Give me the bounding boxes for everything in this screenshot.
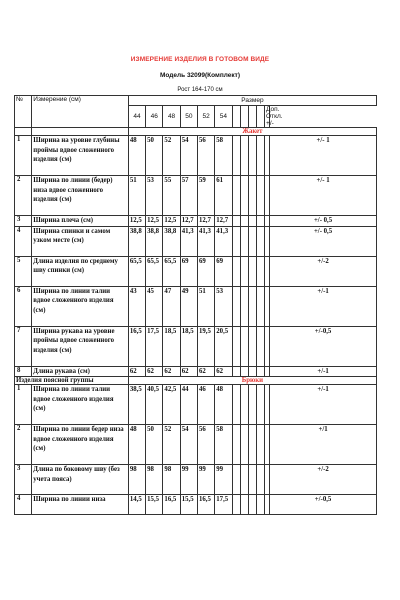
size-value: 58 [215, 425, 232, 465]
size-value: 54 [180, 425, 197, 465]
blank-cell [232, 216, 240, 227]
row-number: 2 [15, 176, 32, 216]
size-value: 40,5 [146, 385, 163, 425]
measurement-name: Ширина рукава на уровне проймы вдвое сложенного изделия (см) [32, 326, 129, 366]
size-value: 50 [146, 136, 163, 176]
col-num-header: № [15, 96, 32, 128]
col-size-header: Размер [128, 96, 376, 106]
size-value: 48 [215, 385, 232, 425]
blank-cell [248, 385, 256, 425]
tolerance-value: +/- 1 [270, 136, 377, 176]
col-tolerance-header: Доп. Откл. +/- [266, 106, 283, 127]
size-value: 16,5 [128, 326, 145, 366]
row-number: 3 [15, 465, 32, 495]
tolerance-value: +/-0,5 [270, 495, 377, 515]
size-value: 42,5 [163, 385, 180, 425]
blank-cell [256, 136, 264, 176]
size-value: 99 [180, 465, 197, 495]
size-value: 15,5 [146, 495, 163, 515]
size-value: 62 [146, 366, 163, 377]
blank-cell [256, 326, 264, 366]
size-value: 38,5 [128, 385, 145, 425]
size-header: 50 [180, 106, 197, 128]
blank-cell [248, 136, 256, 176]
size-value: 41,3 [197, 226, 214, 256]
blank-cell [232, 226, 240, 256]
size-value: 17,5 [146, 326, 163, 366]
blank-cell [248, 226, 256, 256]
tolerance-value: +/- 1 [270, 176, 377, 216]
size-value: 62 [163, 366, 180, 377]
section-jacket: Жакет [128, 128, 376, 136]
size-value: 18,5 [163, 326, 180, 366]
size-value: 53 [146, 176, 163, 216]
blank-cell [256, 226, 264, 256]
blank-cell [232, 176, 240, 216]
tolerance-value: +/-2 [270, 256, 377, 286]
blank-cell [256, 256, 264, 286]
size-header: 46 [146, 106, 163, 128]
blank-cell [240, 216, 248, 227]
size-value: 48 [128, 425, 145, 465]
size-value: 16,5 [163, 495, 180, 515]
height-label: Рост 164-170 см [177, 87, 223, 93]
blank-cell [240, 465, 248, 495]
blank-cell [232, 465, 240, 495]
model-label: Модель 32099(Комплект) [159, 72, 241, 79]
blank-cell [240, 176, 248, 216]
row-number: 7 [15, 326, 32, 366]
size-value: 15,5 [180, 495, 197, 515]
tolerance-value: +/1 [270, 425, 377, 465]
measurement-name: Ширина по линии бедер низа вдвое сложенного изделия (см) [32, 425, 129, 465]
size-value: 49 [180, 286, 197, 326]
row-number: 5 [15, 256, 32, 286]
size-value: 51 [128, 176, 145, 216]
table-row [15, 465, 377, 495]
table-row [15, 425, 377, 465]
blank-cell [240, 366, 248, 377]
size-value: 69 [215, 256, 232, 286]
size-value: 62 [215, 366, 232, 377]
size-value: 38,8 [163, 226, 180, 256]
row-number: 4 [15, 226, 32, 256]
tolerance-value: +/- 0,5 [270, 216, 377, 227]
measurement-name: Ширина по линии талии вдвое сложенного изделия (см) [32, 286, 129, 326]
size-value: 45 [146, 286, 163, 326]
blank-cell [256, 385, 264, 425]
blank-cell [248, 425, 256, 465]
size-value: 62 [180, 366, 197, 377]
size-value: 12,7 [197, 216, 214, 227]
blank-cell [232, 326, 240, 366]
size-value: 52 [163, 425, 180, 465]
size-value: 52 [163, 136, 180, 176]
blank-cell [256, 286, 264, 326]
blank-cell [232, 385, 240, 425]
measurement-name: Ширина по линии (бедер) низа вдвое сложенного изделия (см) [32, 176, 129, 216]
measurement-name: Ширина по линии талии вдвое сложенного изделия (см) [32, 385, 129, 425]
size-value: 62 [197, 366, 214, 377]
table-row [15, 256, 377, 286]
table-row [15, 286, 377, 326]
tolerance-value: +/-1 [270, 286, 377, 326]
blank-cell [248, 495, 256, 515]
blank-cell [232, 256, 240, 286]
size-header: 48 [163, 106, 180, 128]
blank-cell [256, 216, 264, 227]
measurement-name: Длина рукава (см) [32, 366, 129, 377]
blank-cell [248, 216, 256, 227]
table-row [15, 216, 377, 227]
size-value: 54 [180, 136, 197, 176]
size-value: 50 [146, 425, 163, 465]
blank-cell [248, 366, 256, 377]
size-value: 98 [163, 465, 180, 495]
col-measure-header: Измерение (см) [32, 96, 129, 128]
blank-cell [240, 495, 248, 515]
tolerance-value: +/-2 [270, 465, 377, 495]
size-value: 55 [163, 176, 180, 216]
size-value: 41,3 [180, 226, 197, 256]
size-value: 53 [215, 286, 232, 326]
measurement-name: Ширина плеча (см) [32, 216, 129, 227]
blank-cell [248, 256, 256, 286]
row-number: 1 [15, 136, 32, 176]
size-value: 65,5 [146, 256, 163, 286]
size-value: 20,5 [215, 326, 232, 366]
size-value: 47 [163, 286, 180, 326]
blank-cell [32, 128, 129, 136]
blank-cell [232, 136, 240, 176]
document-title: ИЗМЕРЕНИЕ ИЗДЕЛИЯ В ГОТОВОМ ВИДЕ [130, 56, 270, 63]
size-value: 46 [197, 385, 214, 425]
table-row [15, 176, 377, 216]
table-row [15, 385, 377, 425]
size-value: 19,5 [197, 326, 214, 366]
blank-cell [232, 106, 240, 128]
measurement-name: Ширина на уровне глубины проймы вдвое сложенного изделия (см) [32, 136, 129, 176]
blank-cell [240, 385, 248, 425]
blank-cell [240, 326, 248, 366]
tolerance-value: +/-1 [270, 366, 377, 377]
group-label: Изделия поясной группы [15, 377, 129, 385]
blank-cell [240, 106, 248, 128]
size-value: 12,7 [215, 216, 232, 227]
table-row [15, 495, 377, 515]
size-value: 98 [146, 465, 163, 495]
size-value: 99 [197, 465, 214, 495]
blank-cell [256, 495, 264, 515]
size-value: 65,5 [128, 256, 145, 286]
measurement-table [14, 95, 377, 515]
table-row [15, 326, 377, 366]
row-number: 4 [15, 495, 32, 515]
measurement-name: Ширина спинки и самом узком месте (см) [32, 226, 129, 256]
table-row [15, 366, 377, 377]
blank-cell [232, 425, 240, 465]
size-value: 41,3 [215, 226, 232, 256]
size-value: 14,5 [128, 495, 145, 515]
size-value: 69 [180, 256, 197, 286]
blank-cell [232, 495, 240, 515]
size-value: 98 [128, 465, 145, 495]
row-number: 3 [15, 216, 32, 227]
size-header: 44 [128, 106, 145, 128]
size-value: 56 [197, 425, 214, 465]
size-value: 57 [180, 176, 197, 216]
size-value: 12,7 [180, 216, 197, 227]
size-header: 52 [197, 106, 214, 128]
row-number: 2 [15, 425, 32, 465]
blank-cell [248, 176, 256, 216]
size-value: 61 [215, 176, 232, 216]
size-value: 58 [215, 136, 232, 176]
blank-cell [248, 106, 256, 128]
measurement-name: Длина по боковому шву (без учета пояса) [32, 465, 129, 495]
blank-cell [232, 286, 240, 326]
row-number: 1 [15, 385, 32, 425]
blank-cell [240, 226, 248, 256]
size-value: 59 [197, 176, 214, 216]
size-value: 17,5 [215, 495, 232, 515]
blank-cell [256, 465, 264, 495]
row-number: 8 [15, 366, 32, 377]
measurement-name: Длина изделия по среднему шву спинки (см) [32, 256, 129, 286]
size-value: 65,5 [163, 256, 180, 286]
blank-cell [256, 106, 264, 128]
blank-cell [248, 326, 256, 366]
size-value: 56 [197, 136, 214, 176]
blank-cell [240, 136, 248, 176]
blank-cell [240, 425, 248, 465]
blank-cell [232, 366, 240, 377]
size-value: 62 [128, 366, 145, 377]
section-pants: Брюки [128, 377, 376, 385]
size-value: 44 [180, 385, 197, 425]
tolerance-value: +/- 0,5 [270, 226, 377, 256]
size-header: 54 [215, 106, 232, 128]
measurement-name: Ширина по линии низа [32, 495, 129, 515]
size-value: 12,5 [146, 216, 163, 227]
blank-cell [256, 176, 264, 216]
blank-cell [240, 286, 248, 326]
size-value: 43 [128, 286, 145, 326]
blank-cell [248, 465, 256, 495]
blank-cell [256, 425, 264, 465]
size-value: 51 [197, 286, 214, 326]
size-value: 99 [215, 465, 232, 495]
table-row [15, 136, 377, 176]
blank-cell [240, 256, 248, 286]
row-number: 6 [15, 286, 32, 326]
blank-cell [256, 366, 264, 377]
blank-cell [248, 286, 256, 326]
table-row [15, 226, 377, 256]
size-value: 18,5 [180, 326, 197, 366]
size-value: 38,8 [128, 226, 145, 256]
size-value: 12,5 [128, 216, 145, 227]
size-value: 48 [128, 136, 145, 176]
size-value: 12,5 [163, 216, 180, 227]
size-value: 69 [197, 256, 214, 286]
size-value: 38,8 [146, 226, 163, 256]
size-value: 16,5 [197, 495, 214, 515]
blank-cell [15, 128, 32, 136]
tolerance-value: +/-1 [270, 385, 377, 425]
tolerance-value: +/-0,5 [270, 326, 377, 366]
